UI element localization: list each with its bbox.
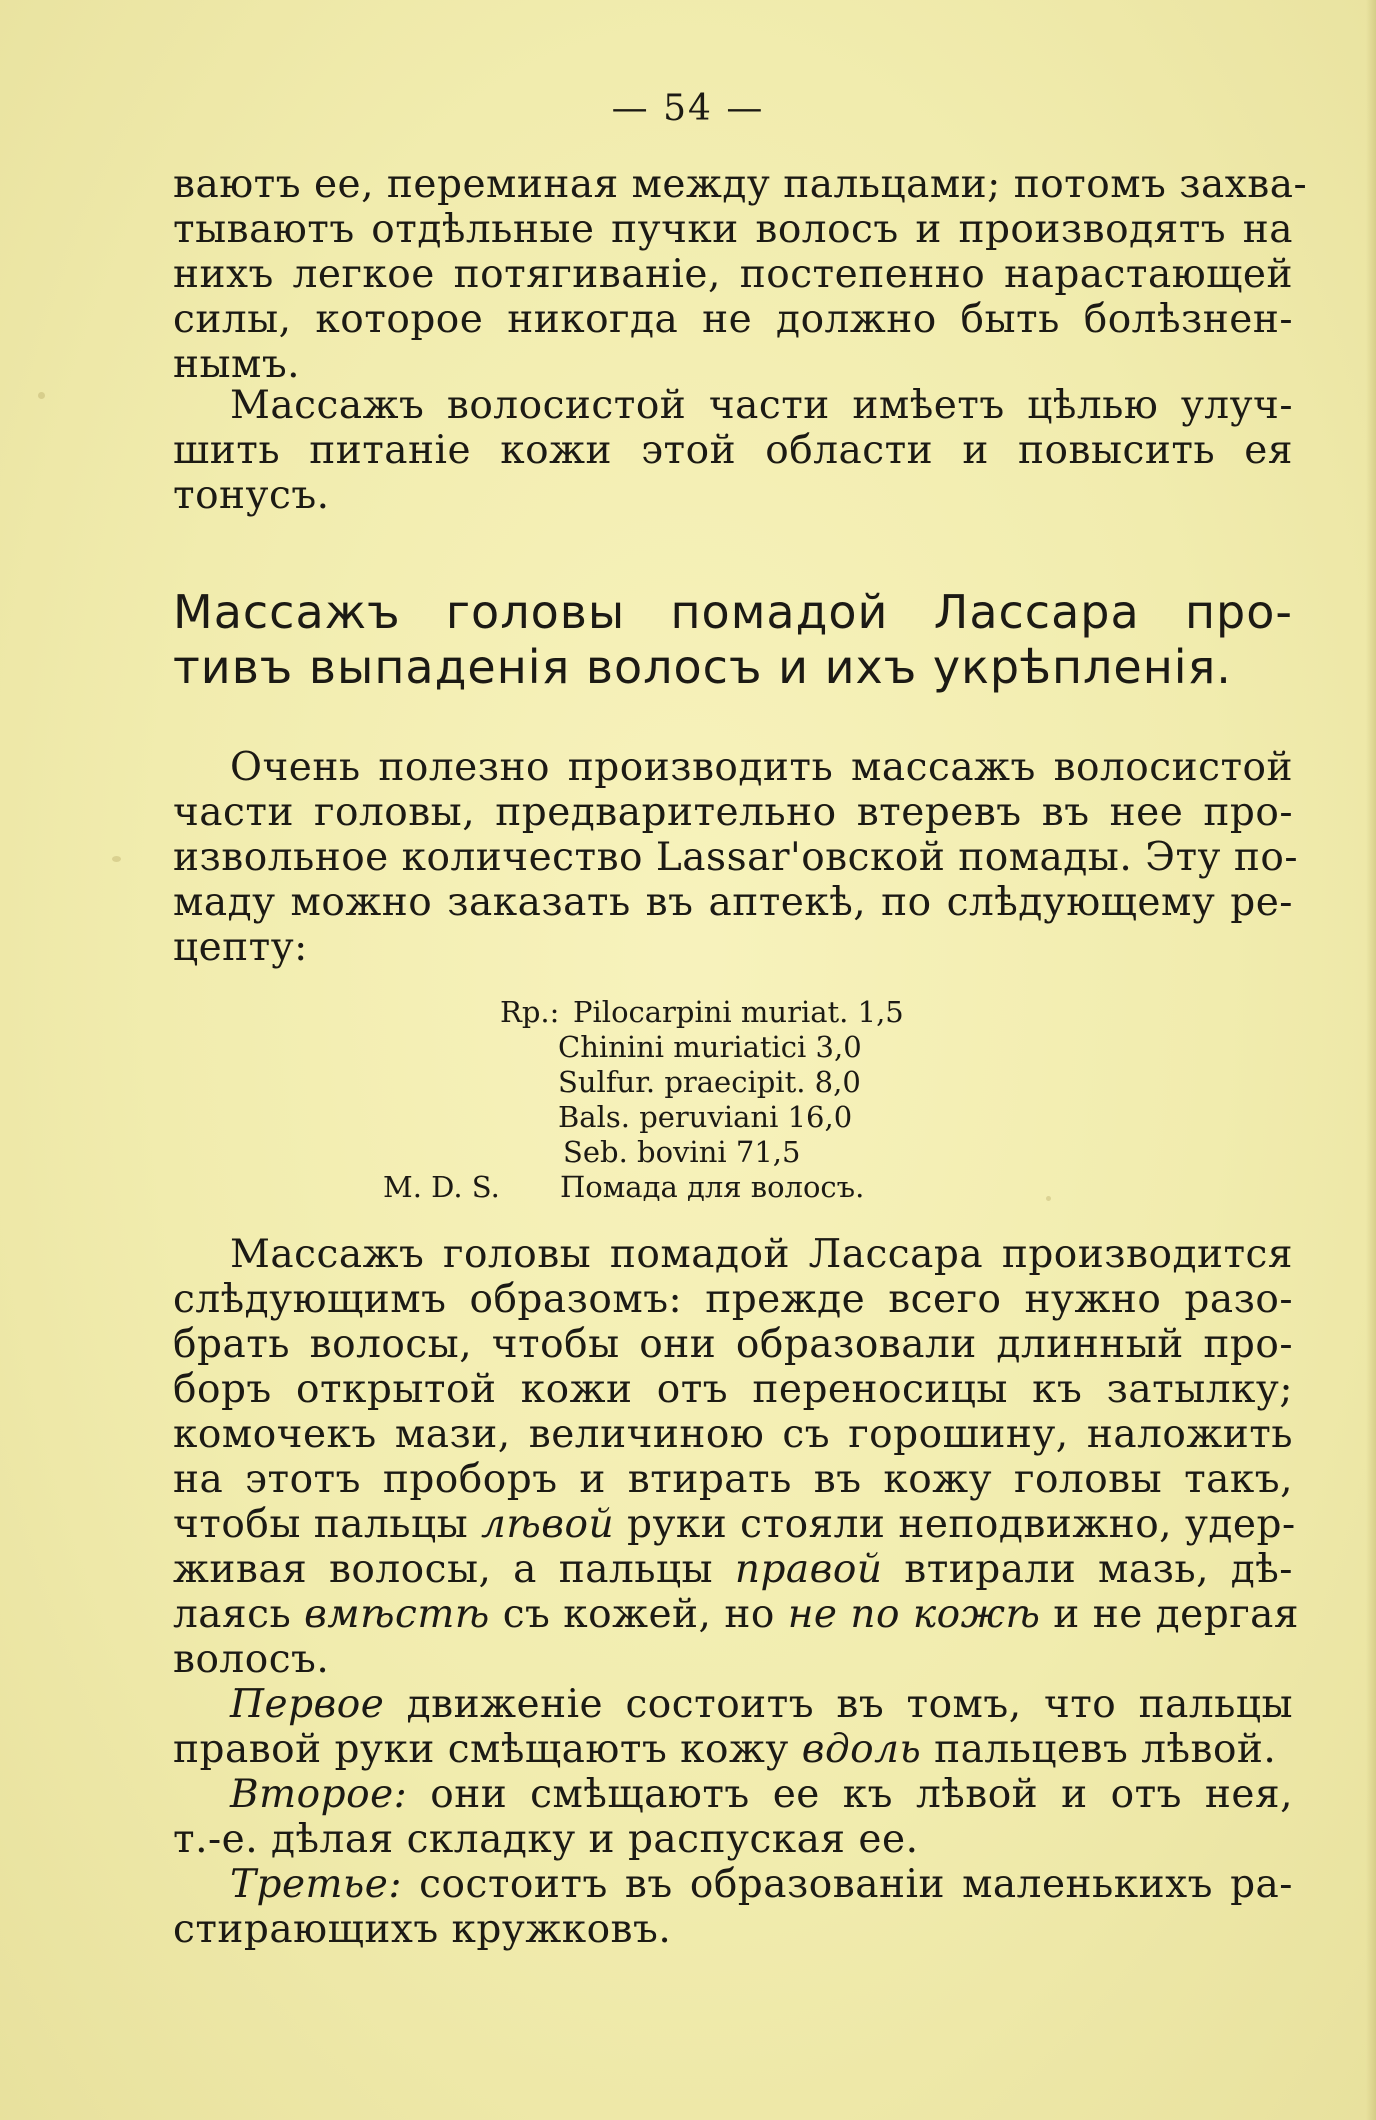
- text-line: шить питанiе кожи этой области и повысить ея: [173, 428, 1293, 473]
- recipe-item: Chinini muriatici 3,0: [558, 1030, 862, 1064]
- text-line: Массажъ головы помадой Лассара производится: [230, 1232, 1293, 1277]
- paragraph-7: [173, 1862, 1293, 1952]
- text-span: пальцевъ лѣвой.: [921, 1727, 1277, 1772]
- paragraph-5: [173, 1682, 1293, 1772]
- heading-line: тивъ выпаденiя волосъ и ихъ укрѣпленiя.: [173, 640, 1232, 694]
- italic-text: Первое: [230, 1682, 385, 1727]
- text-line: стирающихъ кружковъ.: [173, 1907, 672, 1952]
- text-line: [173, 1502, 1296, 1547]
- text-line: маду можно заказать въ аптекѣ, по слѣдующему ре-: [173, 880, 1293, 925]
- text-line: на этотъ проборъ и втирать въ кожу головы такъ,: [173, 1457, 1293, 1502]
- recipe-item: Seb. bovini 71,5: [563, 1135, 801, 1169]
- text-line: слѣдующимъ образомъ: прежде всего нужно разо-: [173, 1277, 1293, 1322]
- text-line: [173, 1727, 1293, 1772]
- text-line: тываютъ отдѣльные пучки волосъ и производятъ на: [173, 207, 1293, 252]
- page-edge: [1366, 0, 1376, 2120]
- page-number: — 54 —: [611, 88, 765, 129]
- paragraph-6: [173, 1772, 1293, 1862]
- text-line: волосъ.: [173, 1637, 330, 1682]
- italic-text: правой: [734, 1547, 883, 1592]
- text-line: т.-е. дѣлая складку и распуская ее.: [173, 1817, 919, 1862]
- text-span: съ кожей, но: [489, 1592, 788, 1637]
- text-line: ваютъ ее, переминая между пальцами; потомъ захва-: [173, 162, 1308, 207]
- paper-stain: [112, 856, 121, 862]
- text-span: чтобы пальцы: [173, 1502, 482, 1547]
- text-line: Очень полезно производить массажъ волосистой: [230, 745, 1293, 790]
- text-line: нымъ.: [173, 342, 301, 387]
- text-span: живая волосы, а пальцы: [173, 1547, 735, 1592]
- text-line: [173, 1592, 1300, 1637]
- text-line: [173, 1862, 1293, 1907]
- text-span: движенiе состоитъ въ томъ, что пальцы: [384, 1682, 1293, 1727]
- recipe-item: Sulfur. praecipit. 8,0: [558, 1065, 861, 1099]
- text-span: и не дергая: [1040, 1592, 1300, 1637]
- paper-stain: [1046, 1196, 1051, 1201]
- italic-text: Третье:: [230, 1862, 402, 1907]
- text-line: части головы, предварительно втеревъ въ нее про-: [173, 790, 1293, 835]
- paragraph-1: [173, 162, 1308, 387]
- italic-text: вмѣстѣ: [304, 1592, 490, 1637]
- text-span: руки стояли неподвижно, удер-: [614, 1502, 1296, 1547]
- recipe-mds-text: Помада для волосъ.: [560, 1170, 865, 1204]
- text-line: боръ открытой кожи отъ переносицы къ затылку;: [173, 1367, 1293, 1412]
- italic-text: не по кожѣ: [787, 1592, 1041, 1637]
- paper-stain: [38, 392, 45, 399]
- text-span: лаясь: [173, 1592, 305, 1637]
- text-line: нихъ легкое потягиванiе, постепенно нарастающей: [173, 252, 1293, 297]
- paragraph-4: [173, 1232, 1300, 1682]
- paragraph-3: [173, 745, 1299, 970]
- text-line: [173, 1682, 1293, 1727]
- italic-text: лѣвой: [481, 1502, 615, 1547]
- text-span: правой руки смѣщаютъ кожу: [173, 1727, 802, 1772]
- italic-text: Второе:: [230, 1772, 408, 1817]
- recipe-rp-label: Rp.:: [500, 995, 560, 1029]
- text-line: Массажъ волосистой части имѣетъ цѣлью улуч-: [230, 383, 1293, 428]
- text-line: тонусъ.: [173, 473, 330, 518]
- text-line: извольное количество Lassar'овской помады. Эту по-: [173, 835, 1299, 880]
- text-line: брать волосы, чтобы они образовали длинный про-: [173, 1322, 1293, 1367]
- heading-line: Массажъ головы помадой Лассара про-: [173, 585, 1293, 639]
- text-line: цепту:: [173, 925, 308, 970]
- recipe-item: Pilocarpini muriat. 1,5: [573, 995, 904, 1029]
- text-span: втирали мазь, дѣ-: [882, 1547, 1293, 1592]
- text-line: силы, которое никогда не должно быть болѣзнен-: [173, 297, 1293, 342]
- text-line: [173, 1772, 1293, 1817]
- recipe-mds-label: M. D. S.: [383, 1170, 500, 1204]
- text-span: состоитъ въ образованiи маленькихъ ра-: [402, 1862, 1293, 1907]
- italic-text: вдоль: [801, 1727, 922, 1772]
- paragraph-2: [173, 383, 1293, 518]
- text-line: комочекъ мази, величиною съ горошину, наложить: [173, 1412, 1293, 1457]
- recipe-item: Bals. peruviani 16,0: [558, 1100, 853, 1134]
- text-span: они смѣщаютъ ее къ лѣвой и отъ нея,: [407, 1772, 1293, 1817]
- section-heading: [173, 585, 1293, 695]
- text-line: [173, 1547, 1293, 1592]
